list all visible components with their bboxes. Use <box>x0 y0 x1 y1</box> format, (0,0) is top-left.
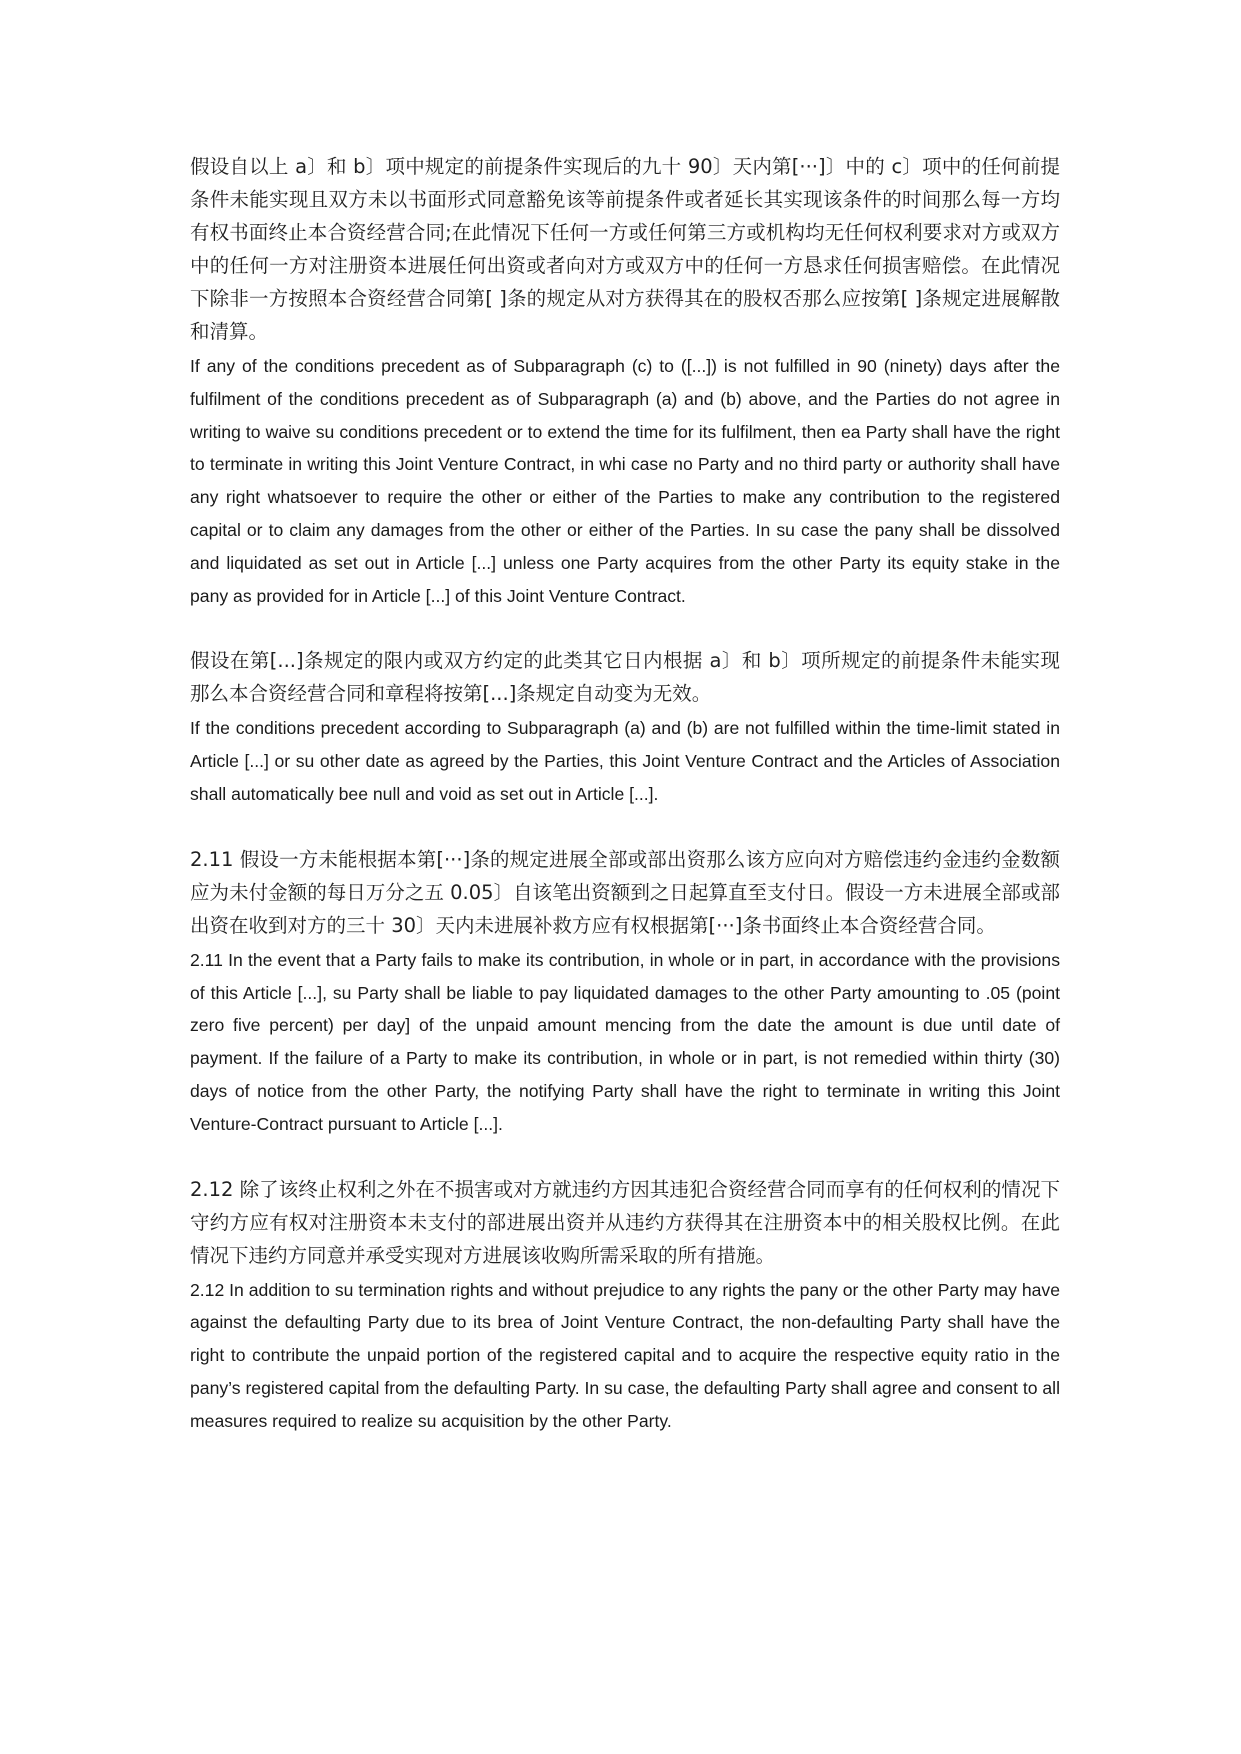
clause-2-11-liquidated-damages <box>190 843 1060 1141</box>
clause-null-and-void <box>190 644 1060 810</box>
clause-2-12-unpaid-capital <box>190 1173 1060 1438</box>
chinese-paragraph: 假设在第[...]条规定的限内或双方约定的此类其它日内根据 a〕和 b〕项所规定的前提条件未能实现那么本合资经营合同和章程将按第[...]条规定自动变为无效。 <box>190 649 1060 706</box>
document-page <box>190 150 1060 1470</box>
english-paragraph: 2.11 In the event that a Party fails to make its contribution, in whole or in part, in accordance with the provisions of this Article [...], su Party shall be liable to pay liquidated damages to the other Party amounting to .05 (point zero five percent) per day] of the unpaid amount mencing from the date the amount is due until date of payment. If the failure of a Party to make its contribution, in whole or in part, is not remedied within thirty (30) days of notice from the other Party, the notifying Party shall have the right to terminate in writing this Joint Venture-Contract pursuant to Article [...]. <box>190 949 1060 1134</box>
english-paragraph: If the conditions precedent according to Subparagraph (a) and (b) are not fulfilled within the time-limit stated in Article [...] or su other date as agreed by the Parties, this Joint Venture Contract and the Articles of Association shall automatically bee null and void as set out in Article [...]. <box>190 718 1060 804</box>
clause-conditions-precedent-termination <box>190 150 1060 612</box>
chinese-paragraph: 2.12 除了该终止权利之外在不损害或对方就违约方因其违犯合资经营合同而享有的任何权利的情况下守约方应有权对注册资本未支付的部进展出资并从违约方获得其在注册资本中的相关股权比例。在此情况下违约方同意并承受实现对方进展该收购所需采取的所有措施。 <box>190 1177 1060 1267</box>
chinese-paragraph: 假设自以上 a〕和 b〕项中规定的前提条件实现后的九十 90〕天内第[···]〕中的 c〕项中的任何前提条件未能实现且双方未以书面形式同意豁免该等前提条件或者延长其实现该条件的时间那么每一方均有权书面终止本合资经营合同;在此情况下任何一方或任何第三方或机构均无任何权利要求对方或双方中的任何一方对注册资本进展任何出资或者向对方或双方中的任何一方恳求任何损害赔偿。在此情况下除非一方按照本合资经营合同第[ ]条的规定从对方获得其在的股权否那么应按第[ ]条规定进展解散和清算。 <box>190 155 1060 343</box>
english-paragraph: 2.12 In addition to su termination rights and without prejudice to any rights the pany or the other Party may have against the defaulting Party due to its brea of Joint Venture Contract, the non-defaulting Party shall have the right to contribute the unpaid portion of the registered capital and to acquire the respective equity ratio in the pany’s registered capital from the defaulting Party. In su case, the defaulting Party shall agree and consent to all measures required to realize su acquisition by the other Party. <box>190 1279 1060 1431</box>
chinese-paragraph: 2.11 假设一方未能根据本第[···]条的规定进展全部或部出资那么该方应向对方赔偿违约金违约金数额应为未付金额的每日万分之五 0.05〕自该笔出资额到之日起算直至支付日。假设一方未进展全部或部出资在收到对方的三十 30〕天内未进展补救方应有权根据第[···]条书面终止本合资经营合同。 <box>190 847 1060 937</box>
english-paragraph: If any of the conditions precedent as of Subparagraph (c) to ([...]) is not fulfilled in 90 (ninety) days after the fulfilment of the conditions precedent as of Subparagraph (a) and (b) above, and the Parties do not agree in writing to waive su conditions precedent or to extend the time for its fulfilment, then ea Party shall have the right to terminate in writing this Joint Venture Contract, in whi case no Party and no third party or authority shall have any right whatsoever to require the other or either of the Parties to make any contribution to the registered capital or to claim any damages from the other or either of the Parties. In su case the pany shall be dissolved and liquidated as set out in Article [...] unless one Party acquires from the other Party its equity stake in the pany as provided for in Article [...] of this Joint Venture Contract. <box>190 356 1060 606</box>
